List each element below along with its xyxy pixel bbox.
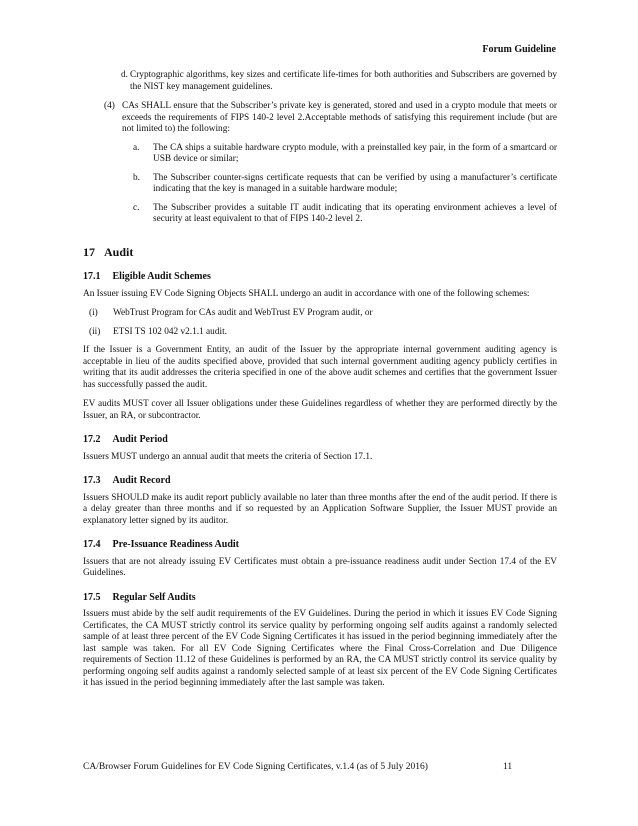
section-title: Audit <box>104 244 134 259</box>
section-heading-17 <box>83 244 557 259</box>
list-label: (4) <box>104 101 115 111</box>
list-text: CAs SHALL ensure that the Subscriber’s private key is generated, stored and used in a crypto module that meets or exceeds the requirements of FIPS 140-2 level 2.Acceptable methods of satisfying this requirement include (but are not limited to) the following: <box>122 101 557 134</box>
subsection-number: 17.1 <box>83 271 101 282</box>
list-item-c <box>83 203 557 226</box>
list-text: The CA ships a suitable hardware crypto module, with a preinstalled key pair, in the form of a smartcard or USB device or similar; <box>153 142 557 164</box>
subsection-number: 17.4 <box>83 539 101 550</box>
paragraph: Issuers that are not already issuing EV Certificates must obtain a pre-issuance readiness audit under Section 17.4 of the EV Guidelines. <box>83 556 557 578</box>
subsection-heading-17-5 <box>83 592 557 604</box>
subsection-number: 17.3 <box>83 475 101 486</box>
list-label: c. <box>133 202 140 213</box>
list-text: The Subscriber counter-signs certificate requests that can be verified by using a manufacturer’s certificate indicating that the key is managed in a suitable hardware module; <box>153 172 557 194</box>
paragraph: An Issuer issuing EV Code Signing Objects SHALL undergo an audit in accordance with one of the following schemes: <box>83 288 530 299</box>
paragraph: Issuers must abide by the self audit requirements of the EV Guidelines. During the period in which it issues EV Code Signing Certificates, the CA MUST strictly control its service quality by performing ongoing self audits against a randomly selected sample of at least three percent of the EV Code Signing Certificates it has issued in the period beginning immediately after the last sample was taken. For all EV Code Signing Certificates where the Final Cross-Correlation and Due Diligence requirements of Section 11.12 of these Guidelines is performed by an RA, the CA MUST strictly control its service quality by performing ongoing self audits against a randomly selected sample of at least six percent of the EV Code Signing Certificates it has issued in the period beginning immediately after the last sample was taken. <box>83 609 557 688</box>
list-label: d. <box>121 70 128 80</box>
paragraph: EV audits MUST cover all Issuer obligations under these Guidelines regardless of whether they are performed directly by the Issuer, an RA, or subcontractor. <box>83 399 557 421</box>
list-text: ETSI TS 102 042 v2.1.1 audit. <box>113 326 227 337</box>
page-body <box>83 70 557 698</box>
list-item-4 <box>83 101 557 136</box>
subsection-heading-17-2 <box>83 434 557 446</box>
subsection-title: Audit Record <box>112 475 171 486</box>
subsection-heading-17-4 <box>83 539 557 551</box>
footer-text: CA/Browser Forum Guidelines for EV Code Signing Certificates, v.1.4 (as of 5 July 2016) <box>83 762 428 772</box>
subsection-heading-17-3 <box>83 475 557 487</box>
list-label: (ii) <box>89 326 101 337</box>
subsection-number: 17.5 <box>83 591 101 603</box>
list-item-a <box>83 143 557 166</box>
list-label: a. <box>133 142 140 153</box>
subsection-heading-17-1 <box>83 271 557 283</box>
subsection-title: Regular Self Audits <box>112 591 196 603</box>
list-item-ii <box>83 327 557 339</box>
list-item-d <box>83 70 557 93</box>
list-item-b <box>83 173 557 196</box>
running-header: Forum Guideline <box>482 44 556 55</box>
list-text: WebTrust Program for CAs audit and WebTrust EV Program audit, or <box>113 308 373 318</box>
subsection-number: 17.2 <box>83 434 101 445</box>
paragraph: Issuers SHOULD make its audit report publicly available no later than three months after the end of the audit period. If there is a delay greater than three months and if so requested by an Application Software Supplier, the Issuer MUST provide an explanatory letter signed by its auditor. <box>83 492 557 526</box>
subsection-title: Audit Period <box>112 434 168 445</box>
paragraph: Issuers MUST undergo an annual audit that meets the criteria of Section 17.1. <box>83 451 373 462</box>
paragraph: If the Issuer is a Government Entity, an audit of the Issuer by the appropriate internal government auditing agency is acceptable in lieu of the audits specified above, provided that such internal government auditing agency publicly certifies in writing that its audit addresses the criteria specified in one of the above audit schemes and certifies that the government Issuer has successfully passed the audit. <box>83 345 557 390</box>
list-item-i <box>83 308 557 320</box>
list-text: Cryptographic algorithms, key sizes and certificate life-times for both authorities and Subscribers are governed by the NIST key management guidelines. <box>130 70 557 92</box>
page-number: 11 <box>503 762 513 772</box>
list-label: (i) <box>89 308 98 318</box>
list-text: The Subscriber provides a suitable IT audit indicating that its operating environment achieves a level of security at least equivalent to that of FIPS 140-2 level 2. <box>153 202 557 224</box>
list-label: b. <box>133 172 140 183</box>
subsection-title: Eligible Audit Schemes <box>112 271 211 282</box>
subsection-title: Pre-Issuance Readiness Audit <box>112 539 239 550</box>
section-number: 17 <box>83 244 95 259</box>
